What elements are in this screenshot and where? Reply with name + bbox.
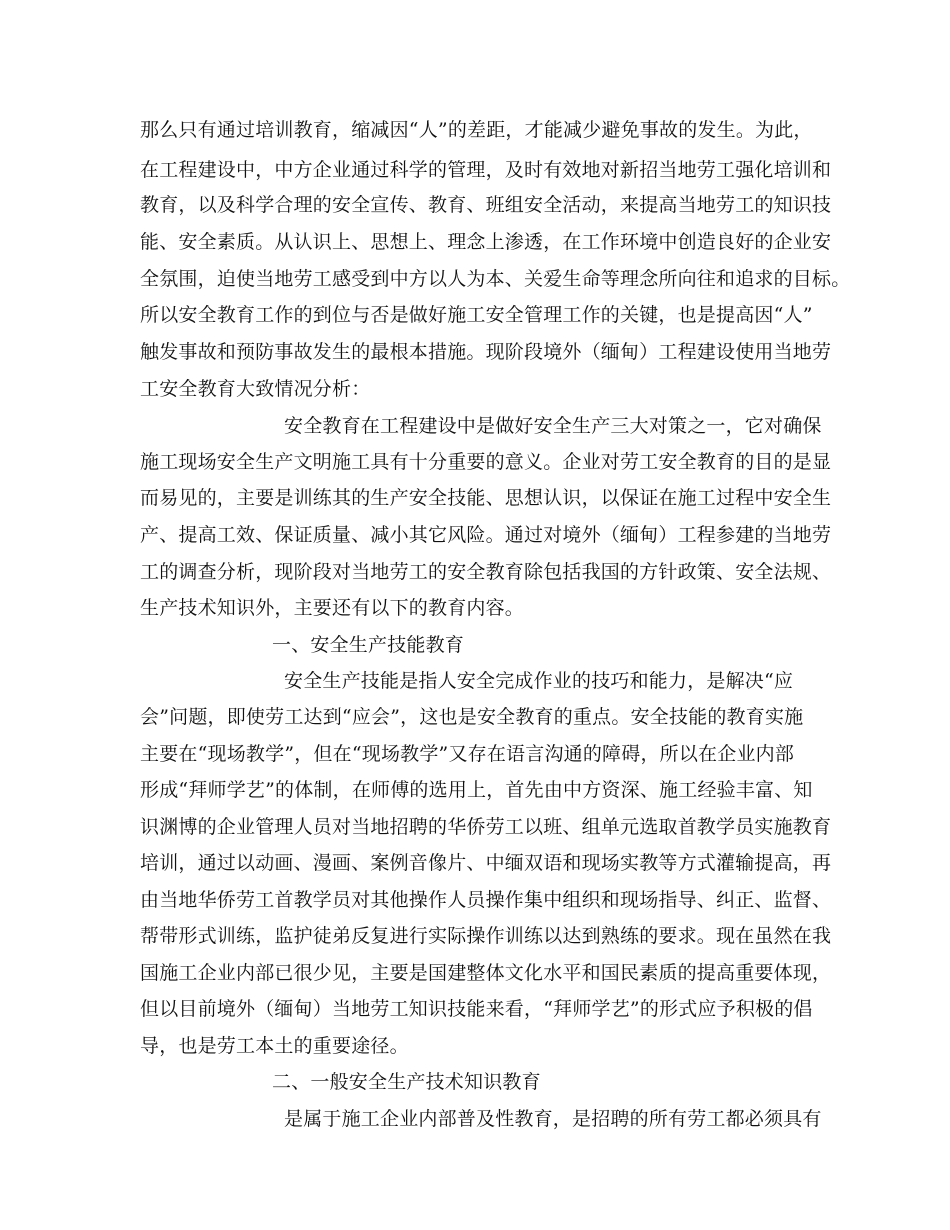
paragraph-line: 教育，以及科学合理的安全宣传、教育、班组安全活动，来提高当地劳工的知识技 (140, 194, 832, 216)
paragraph-line: 安全生产技能是指人安全完成作业的技巧和能力，是解决“应 (284, 670, 794, 692)
section-heading: 一、安全生产技能教育 (272, 634, 465, 656)
paragraph-line: 培训，通过以动画、漫画、案例音像片、中缅双语和现场实教等方式灌输提高，再 (140, 852, 832, 874)
paragraph-line: 识渊博的企业管理人员对当地招聘的华侨劳工以班、组单元选取首教学员实施教育 (140, 816, 832, 838)
paragraph-line: 那么只有通过培训教育，缩减因“人”的差距，才能减少避免事故的发生。为此， (140, 119, 813, 141)
paragraph-line: 而易见的，主要是训练其的生产安全技能、思想认识，以保证在施工过程中安全生 (140, 487, 832, 509)
paragraph-line: 施工现场安全生产文明施工具有十分重要的意义。企业对劳工安全教育的目的是显 (140, 451, 832, 473)
paragraph-line: 产、提高工效、保证质量、减小其它风险。通过对境外（缅甸）工程参建的当地劳 (140, 524, 832, 546)
paragraph-line: 能、安全素质。从认识上、思想上、理念上渗透，在工作环境中创造良好的企业安 (140, 231, 832, 253)
paragraph-line: 安全教育在工程建设中是做好安全生产三大对策之一，它对确保 (284, 415, 822, 437)
paragraph-line: 触发事故和预防事故发生的最根本措施。现阶段境外（缅甸）工程建设使用当地劳 (140, 341, 832, 363)
paragraph-line: 全氛围，迫使当地劳工感受到中方以人为本、关爱生命等理念所向往和追求的目标。 (140, 268, 851, 290)
paragraph-line: 形成“拜师学艺”的体制，在师傅的选用上，首先由中方资深、施工经验丰富、知 (140, 779, 813, 801)
paragraph-line: 导，也是劳工本土的重要途径。 (140, 1035, 409, 1057)
paragraph-line: 所以安全教育工作的到位与否是做好施工安全管理工作的关键，也是提高因“人” (140, 304, 813, 326)
paragraph-line: 工的调查分析，现阶段对当地劳工的安全教育除包括我国的方针政策、安全法规、 (140, 561, 832, 583)
section-heading: 二、一般安全生产技术知识教育 (272, 1071, 541, 1093)
paragraph-line: 生产技术知识外，主要还有以下的教育内容。 (140, 597, 525, 619)
paragraph-line: 在工程建设中，中方企业通过科学的管理，及时有效地对新招当地劳工强化培训和 (140, 159, 832, 181)
paragraph-line: 主要在“现场教学”，但在“现场教学”又存在语言沟通的障碍，所以在企业内部 (140, 743, 795, 765)
paragraph-line: 会”问题，即使劳工达到“应会”，这也是安全教育的重点。安全技能的教育实施 (140, 706, 804, 728)
paragraph-line: 但以目前境外（缅甸）当地劳工知识技能来看，“拜师学艺”的形式应予积极的倡 (140, 998, 813, 1020)
paragraph-line: 工安全教育大致情况分析： (140, 378, 371, 400)
paragraph-line: 国施工企业内部已很少见，主要是国建整体文化水平和国民素质的提高重要体现， (140, 962, 832, 984)
paragraph-line: 由当地华侨劳工首教学员对其他操作人员操作集中组织和现场指导、纠正、监督、 (140, 889, 832, 911)
paragraph-line: 帮带形式训练，监护徒弟反复进行实际操作训练以达到熟练的要求。现在虽然在我 (140, 925, 832, 947)
paragraph-line: 是属于施工企业内部普及性教育，是招聘的所有劳工都必须具有 (284, 1108, 822, 1130)
